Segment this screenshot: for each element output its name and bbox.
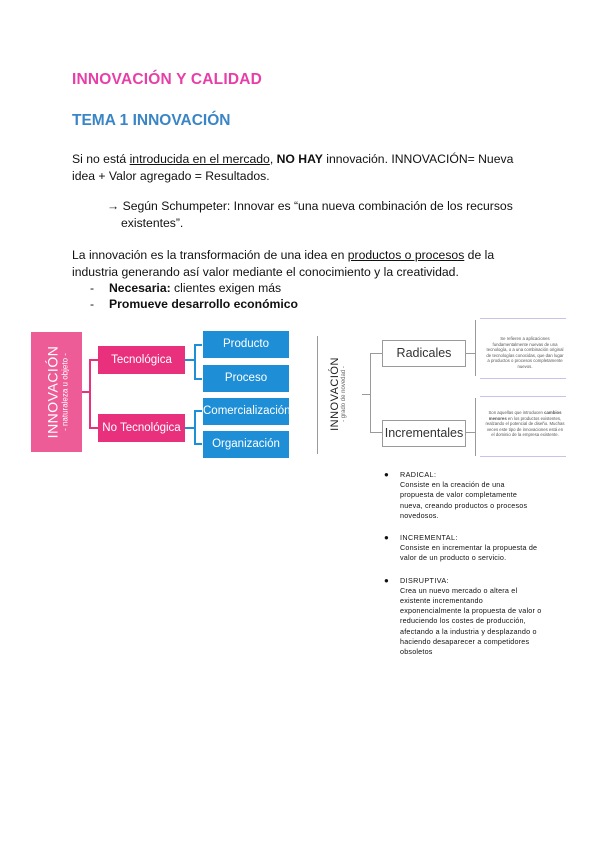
bullet-icon: ● (384, 470, 389, 479)
section-title: TEMA 1 INNOVACIÓN (72, 112, 231, 129)
connector (89, 359, 98, 361)
p1-text-c: , (269, 152, 277, 166)
diagram1-root-box (31, 332, 82, 452)
p2-text-c: de la (464, 248, 495, 262)
connector (362, 394, 370, 395)
list-item (384, 470, 574, 521)
branch-no-tecnologica: No Tecnológica (98, 414, 185, 442)
leaf-producto: Producto (202, 330, 290, 359)
note-inc-text-b: en los productos existentes, realzando el potencial de diseño. Muchas veces este tipo de innovaciones está en el dominio de la empresa existente. (485, 415, 565, 437)
p2-text-underline: productos o procesos (347, 248, 465, 262)
connector (194, 410, 196, 444)
diagram1-root-title: INNOVACIÓN (44, 345, 60, 439)
connector (194, 344, 196, 379)
note-rule (480, 456, 566, 457)
quote-line2: existentes”. (121, 216, 184, 230)
bullet-icon: ● (384, 575, 389, 585)
connector (370, 432, 382, 433)
note-rule (480, 378, 566, 379)
branch-incrementales: Incrementales (382, 420, 466, 447)
bullet-head: RADICAL: (400, 470, 437, 479)
diagram1-root-subtitle: - naturaleza u objeto - (60, 353, 69, 431)
list-item (90, 280, 298, 296)
innovation-kinds-list (384, 470, 574, 669)
list-item (384, 533, 574, 564)
dash-list (90, 280, 298, 312)
quote-line1: → Según Schumpeter: Innovar es “una nueva combinación de los recursos (107, 199, 513, 213)
list-item-bold: Necesaria: (109, 281, 171, 295)
connector (370, 353, 371, 433)
leaf-organizacion: Organización (202, 430, 290, 459)
list-item (90, 296, 298, 312)
note-rule (480, 318, 566, 319)
p1-text-a: Si no está (72, 152, 130, 166)
bullet-head: INCREMENTAL: (400, 533, 458, 543)
diagram2-root-label (329, 357, 347, 431)
bullet-body: Crea un nuevo mercado o altera el existente incrementando exponencialmente la propuesta de valor o reduciendo los costes de producción, afectando a la industria y desplazando o haciendo desaparecer a competidores obsoletos (400, 585, 542, 657)
paragraph-transformation (72, 247, 542, 281)
leaf-proceso: Proceso (202, 364, 290, 393)
list-item-text: clientes exigen más (170, 281, 282, 295)
bracket (475, 320, 476, 376)
note-incrementales (485, 410, 565, 438)
bullet-icon: ● (384, 533, 389, 543)
list-item-bold: Promueve desarrollo económico (109, 297, 298, 311)
dash-marker: - (90, 281, 95, 295)
p1-text-underline: introducida en el mercado (129, 152, 270, 166)
note-inc-bold: cambios menores (488, 410, 562, 421)
bullet-body: Consiste en la creación de una propuesta de valor completamente nueva, creando productos o procesos novedosos. (400, 480, 528, 520)
connector (89, 427, 98, 429)
bullet-head: DISRUPTIVA: (400, 575, 449, 585)
bullet-body: Consiste en incrementar la propuesta de valor de un producto o servicio. (400, 543, 538, 563)
note-inc-text-a: Son aquellas que introducen (488, 410, 545, 415)
branch-tecnologica: Tecnológica (98, 346, 185, 374)
schumpeter-quote (107, 198, 547, 232)
dash-marker: - (90, 297, 95, 311)
p1-text-e: innovación. INNOVACIÓN= Nueva (322, 152, 514, 166)
bracket (475, 398, 476, 456)
connector (89, 359, 91, 428)
branch-radicales: Radicales (382, 340, 466, 367)
note-radicales: Se refieren a aplicaciones fundamentalmente nuevas de una tecnología, o a una combinación original de tecnologías conocidas, que dan lugar a productos o procesos completamente nuevos. (486, 336, 564, 369)
p2-line2: industria generando así valor mediante el conocimiento y la creatividad. (72, 265, 459, 279)
connector (370, 353, 382, 354)
diagram2-root-title: INNOVACIÓN (329, 357, 341, 431)
document-title: INNOVACIÓN Y CALIDAD (72, 71, 263, 88)
p2-text-a: La innovación es la transformación de una idea en (72, 248, 348, 262)
leaf-comercializacion: Comercialización (202, 397, 290, 426)
p1-line2: idea + Valor agregado = Resultados. (72, 169, 270, 183)
diagram2-left-border (317, 336, 318, 454)
paragraph-definition (72, 151, 532, 185)
note-rule (480, 396, 566, 397)
p1-text-bold: NO HAY (276, 152, 323, 166)
diagram2-root-subtitle: - grado de novedad - (341, 366, 347, 422)
diagram1-root-label (44, 346, 69, 439)
list-item (384, 576, 574, 658)
